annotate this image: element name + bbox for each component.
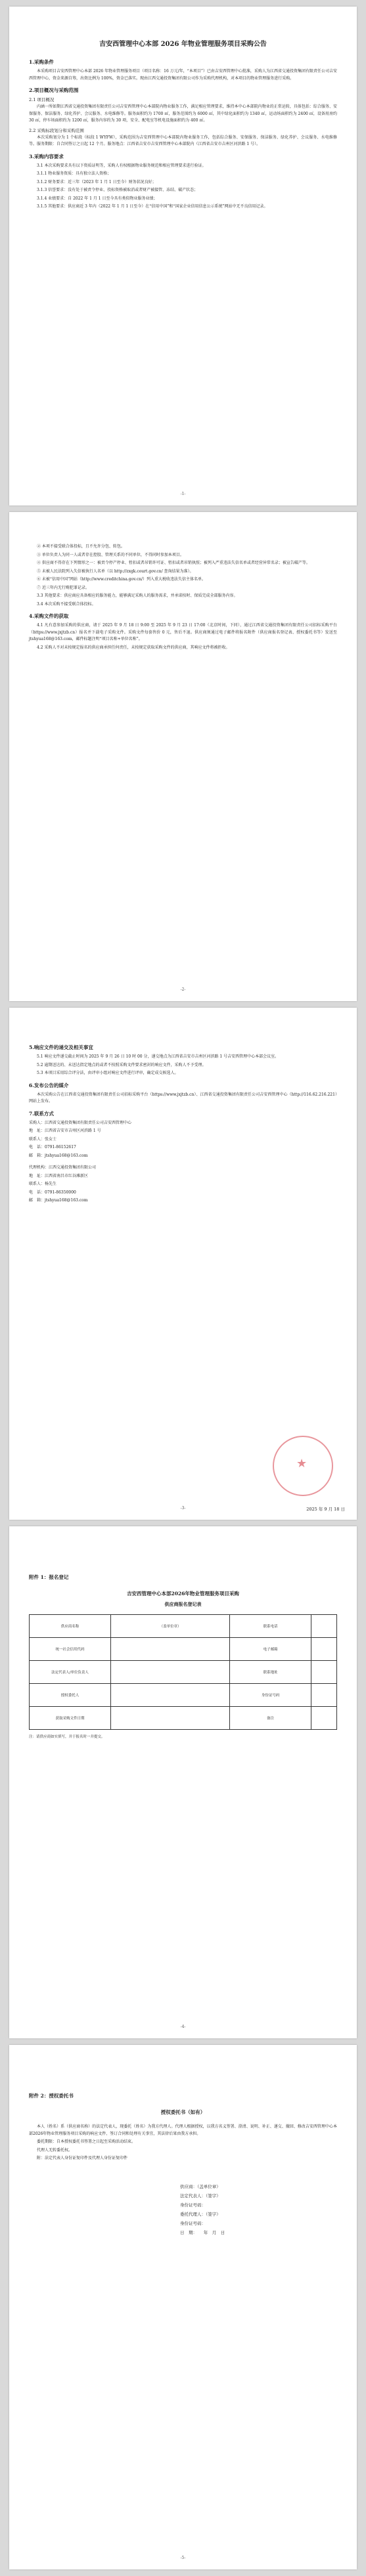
table-cell: 法定代表人/单位负责人 bbox=[30, 1661, 111, 1684]
table-cell bbox=[311, 1707, 337, 1730]
table-cell: 授权委托人 bbox=[30, 1684, 111, 1707]
list-item: ② 本项不接受联合体投标，且不允许分包、转包。 bbox=[37, 544, 125, 549]
table-row bbox=[30, 1661, 337, 1684]
table-cell bbox=[311, 1638, 337, 1661]
contact-line: 联系人：杨先生 bbox=[29, 1182, 57, 1186]
signature-line: 委托代理人：（签字） bbox=[180, 2211, 221, 2217]
section-3-text: 3.1 本次采购要求具有以下资质证明等，采购人有权根据物业服务规范和相应管理要求进行验证。 bbox=[37, 163, 206, 168]
page-1 bbox=[9, 7, 357, 505]
form-note: 注：请供应商如实填写，并于报名时一并提交。 bbox=[29, 1735, 105, 1739]
table-cell: 联系电话 bbox=[230, 1615, 311, 1638]
table-cell bbox=[111, 1638, 230, 1661]
list-item: 3.1.4 业绩要求：自 2022 年 1 月 1 日至今具有类似物业服务业绩； bbox=[37, 196, 158, 201]
list-item: 3.1.2 财务要求：近三年（2023 年 1 月 1 日至今）财务状况良好； bbox=[37, 179, 156, 184]
list-item: 3.1.3 信誉要求：没有处于被责令停业、投标资格被取消或者财产被接管、冻结、破产状态； bbox=[37, 188, 198, 192]
section-3-4-text: 3.4 本次采购不接受联合体投标。 bbox=[37, 601, 96, 607]
section-3-heading: 3.采购内容要求 bbox=[29, 153, 64, 160]
table-cell: 电子邮箱 bbox=[230, 1638, 311, 1661]
contact-line: 联系人：张女士 bbox=[29, 1136, 57, 1142]
section-4-1-text: 4.1 凡有意参加采购的供应商，请于 2025 年 9 月 18 日 9:00 至 2025 年 9 月 23 日 17:00（北京时间，下同），通过江西省交通投资集团有限责任公司招标采购平台（https://www.jxjtzb.cn）报名并下载电子采购文件。采购文件每套售价 0 元，售后不退。供应商须通过电子邮件将报名附件（供应商报名登记表、授权委托书等）发送至 jtshyua168@163.com，邮件标题注明“项目名称+单位名称”。 bbox=[29, 623, 337, 641]
page-4 bbox=[9, 1526, 357, 2038]
signature-line: 日 期： 年 月 日 bbox=[180, 2229, 225, 2235]
section-5-3-text: 5.3 本项目采用综合评分法，由评审小组对响应文件进行评审，确定成交候选人。 bbox=[37, 1071, 179, 1075]
table-cell bbox=[311, 1684, 337, 1707]
list-item: ⑤ 未被人民法院列入失信被执行人名单（以 http://zxgk.court.gov.cn/ 查询结果为准）。 bbox=[37, 569, 194, 574]
section-2-1-text: 内涵一所如期江西省交通投资集团有限责任公司吉安西管理中心本部院内物业服务工作，满足相应管理要求，维持本中心本部院内物业的正常运转，具体包括：综合服务、安保服务、保洁服务、绿化养护、会议服务、水电维修等。服务面积约为 1700 ㎡，服务范围约为 6000 ㎡，其中绿化面积约为 1340 ㎡，运动场面积约为 2400 ㎡，设备用房约 30 ㎡，停车场面积约为 1200 ㎡，服务内容约为 30 项，安全、配电室等机电设施面积约为 400 ㎡。 bbox=[29, 104, 337, 123]
page-3 bbox=[9, 1008, 357, 1520]
authorization-title: 授权委托书（如有） bbox=[160, 2109, 206, 2115]
section-5-heading: 5.响应文件的递交及相关事宜 bbox=[29, 1044, 93, 1050]
table-cell: 身份证号码 bbox=[230, 1684, 311, 1707]
section-5-1-text: 5.1 响应文件递交截止时间为 2025 年 9 月 26 日 10 时 00 分，递交地点为江西省吉安市吉州区河滨路 1 号吉安西管理中心本部会议室。 bbox=[37, 1054, 279, 1059]
list-item: 3.1.1 物业服务资质：具有独立法人资格； bbox=[37, 171, 112, 176]
contact-line: 电 话：0791-86350000 bbox=[29, 1190, 76, 1195]
section-2-2-heading: 2.2 采购标段划分和采购范围 bbox=[29, 127, 84, 133]
contact-block bbox=[29, 1120, 337, 1205]
section-6-text: 本次采购公告在江西省交通投资集团有限责任公司招标采购平台（https://www.jxjtzb.cn）、江西省交通投资集团有限责任公司吉安西管理中心（http://116.62.216.221）网站上发布。 bbox=[29, 1092, 337, 1104]
table-cell: 获取采购文件日期 bbox=[30, 1707, 111, 1730]
contact-line: 邮 箱：jtshyua168@163.com bbox=[29, 1198, 88, 1203]
table-cell: 供应商名称 bbox=[30, 1615, 111, 1638]
list-item: 3.1.5 其他要求：供应商近 3 年内（2022 年 1 月 1 日至今）在“信用中国”和“国家企业信用信息公示系统”网站中无不良信用记录。 bbox=[37, 204, 268, 209]
registration-form-title: 吉安西管理中心本部2026年物业管理服务项目采购 bbox=[127, 1591, 239, 1597]
registration-table bbox=[29, 1614, 337, 1730]
table-cell bbox=[111, 1661, 230, 1684]
authorization-text: 代理人无转委托权。 bbox=[37, 2147, 73, 2153]
registration-form-subtitle: 供应商报名登记表 bbox=[164, 1601, 202, 1607]
section-2-2-text: 本次采购划分为 1 个标段（标段 1 WYFW），采购范围为吉安西管理中心本部院内物业服务工作，包括综合服务、安保服务、保洁服务、绿化养护、会议服务、水电维修等。服务期限：自合同签订之日起 12 个月。服务地点：江西省吉安市吉安西管理中心本部院内（江西省吉安市吉州区河滨路 1 号）。 bbox=[29, 135, 337, 146]
section-1-text: 本采购项目吉安西管理中心本部 2026 年物业管理服务项目（项目名称：16 万元/年，“本项目”）已由吉安西管理中心批准，采购人为江西省交通投资集团有限责任公司吉安西管理中心，资金来源自筹，出资比例为 100%，资金已落实。现由江西交通投资集团有限公司作为采购代理机构，对本项目的物业管理服务进行采购。 bbox=[29, 69, 337, 81]
section-2-heading: 2.项目概况与采购范围 bbox=[29, 87, 79, 93]
list-item: ④ 供应商不得存在下列情形之一：被责令停产停业、暂扣或者吊销许可证、暂扣或者吊销执照；被列入严重违法失信名单或者经营异常名录；被宣告破产等。 bbox=[37, 561, 310, 565]
signature-line: 身份证号码： bbox=[180, 2220, 206, 2226]
page-number: -3- bbox=[180, 1506, 186, 1511]
table-cell: 统一社会信用代码 bbox=[30, 1638, 111, 1661]
contact-line: 代理机构：江西交通投资集团有限公司 bbox=[29, 1165, 97, 1170]
table-row bbox=[30, 1615, 337, 1638]
contact-line: 采购人：江西省交通投资集团有限责任公司吉安西管理中心 bbox=[29, 1120, 132, 1125]
table-cell: （盖单位章） bbox=[111, 1615, 230, 1638]
section-3-3-text: 3.3 其他要求：供应商应具备相应的服务能力，能够满足采购人的服务需求，并承诺按时、保质完成全部服务内容。 bbox=[37, 593, 238, 598]
table-row bbox=[30, 1707, 337, 1730]
list-item: ③ 单位负责人为同一人或者存在控股、管理关系的不同单位，不得同时参加本项目。 bbox=[37, 552, 184, 557]
authorization-text: 附：法定代表人身份证复印件及代理人身份证复印件 bbox=[37, 2156, 128, 2160]
signature-line: 法定代表人：（签字） bbox=[180, 2193, 221, 2199]
signature-line: 身份证号码： bbox=[180, 2202, 206, 2208]
section-7-heading: 7.联系方式 bbox=[29, 1110, 54, 1117]
section-5-2-text: 5.2 逾期送达的、未送达指定地点的或者不按照采购文件要求密封的响应文件，采购人不予受理。 bbox=[37, 1062, 206, 1067]
section-6-heading: 6.发布公告的媒介 bbox=[29, 1082, 69, 1088]
contact-line: 电 话：0791-86152617 bbox=[29, 1145, 76, 1149]
contact-line: 地 址：江西省吉安市吉州区河滨路 1 号 bbox=[29, 1128, 101, 1133]
table-cell bbox=[111, 1684, 230, 1707]
page-5 bbox=[9, 2045, 357, 2569]
section-1-heading: 1.采购条件 bbox=[29, 59, 54, 65]
table-row bbox=[30, 1684, 337, 1707]
page-2 bbox=[9, 512, 357, 1001]
signature-block bbox=[180, 2182, 337, 2237]
table-cell: 备注 bbox=[230, 1707, 311, 1730]
authorization-text: 委托期限：自本授权委托书签署之日起至采购活动结束。 bbox=[37, 2139, 136, 2144]
official-seal bbox=[273, 1436, 333, 1496]
contact-line: 地 址：江西省南昌市红谷滩新区 bbox=[29, 1173, 89, 1178]
page-number: -4- bbox=[180, 2025, 186, 2029]
signature-line: 供应商：（盖单位章） bbox=[180, 2183, 221, 2189]
table-row bbox=[30, 1638, 337, 1661]
table-cell bbox=[311, 1615, 337, 1638]
page-number: -1- bbox=[180, 492, 186, 496]
document-title: 吉安西管理中心本部 2026 年物业管理服务项目采购公告 bbox=[99, 41, 267, 48]
annex-2-heading: 附件 2：授权委托书 bbox=[29, 2093, 74, 2099]
annex-1-heading: 附件 1：报名登记 bbox=[29, 1574, 69, 1580]
contact-line: 邮 箱：jtshyua168@163.com bbox=[29, 1153, 88, 1158]
section-4-2-text: 4.2 采购人不对未按规定报名的供应商承担任何责任，未按规定获取采购文件的供应商，其响应文件将被拒收。 bbox=[37, 645, 230, 650]
section-4-heading: 4.采购文件的获取 bbox=[29, 613, 69, 619]
page-number: -2- bbox=[180, 987, 186, 992]
table-cell: 联系地址 bbox=[230, 1661, 311, 1684]
authorization-text: 本人（姓名）系（供应商名称）的法定代表人，现委托（姓名）为我方代理人。代理人根据授权，以我方名义签署、澄清、说明、补正、递交、撤回、修改吉安西管理中心本部2026年物业管理服务项目采购的响应文件、签订合同和处理有关事宜，其法律后果由我方承担。 bbox=[29, 2124, 337, 2136]
notice-date: 2025 年 9 月 18 日 bbox=[306, 1507, 345, 1512]
list-item: ⑥ 未被“信用中国”网站（http://www.creditchina.gov.cn/）列入重大税收违法失信主体名单。 bbox=[37, 577, 206, 582]
page-number: -5- bbox=[180, 2556, 186, 2560]
table-cell bbox=[311, 1661, 337, 1684]
section-2-1-heading: 2.1 项目概况 bbox=[29, 97, 55, 102]
list-item: ⑦ 近三年内无行贿犯罪记录。 bbox=[37, 585, 89, 590]
table-cell bbox=[111, 1707, 230, 1730]
star-icon: ★ bbox=[296, 1457, 308, 1470]
